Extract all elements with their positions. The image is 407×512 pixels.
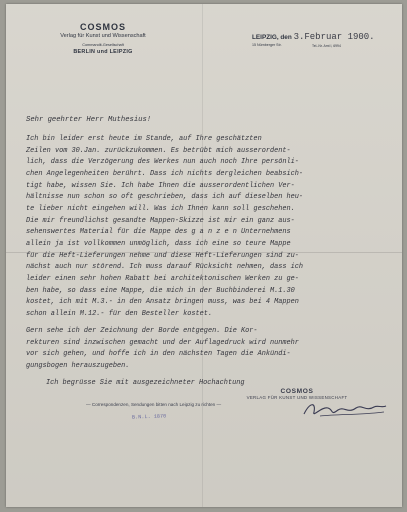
salutation: Sehr geehrter Herr Muthesius! (26, 116, 152, 124)
stamp-brand: COSMOS (280, 388, 314, 395)
date-value: 3.Februar 1900. (293, 32, 375, 42)
date-line (252, 32, 392, 42)
archive-stamp: B.N.L. 1870 (131, 413, 167, 421)
paragraph-2: Gern sehe ich der Zeichnung der Borde entgegen. Die Kor- rekturen sind inzwischen gemacht und der Auflagedruck wird nunmehr vor sich gehen, und hoffe ich in den nächsten Tagen die Ankündi- gungsbogen herauszugeben. (26, 327, 299, 370)
paragraph-1: Ich bin leider erst heute im Stande, auf Ihre geschätzten Zeilen vom 30.Jan. zurückzukommen. Es betrübt mich ausserordent- lich, dass die Verzögerung des Werkes nun auch noch Ihre persönli- chen Angelegenheiten berührt. Dass ich nichts dergleichen beabsich- tigt habe, wissen Sie. Ich habe Ihnen die ausserordentlichen Ver- hältnisse nun schon so oft geschrieben, dass ich auf dieselben heu- te lieber nicht eingehen will. Was ich Ihnen kann soll geschehen. Die mir freundlichst gesandte Mappen-Skizze ist mir ein ganz aus- sehenswertes Material für die Mappe des g a n z e n Unternehmens allein ja ist vollkommen unmöglich, dass ich eine so teure Mappe für die Heft-Lieferungen nehme und diese Heft-Lieferungen sind zu- nächst auch nur störend. Ich muss darauf Rücksicht nehmen, dass ich leider einen sehr hohen Rabatt bei architektonischen Werken zu ge- ben habe, so dass eine Mappe, die mich in der Buchbinderei M.1.30 kostet, ich mit M.3.- in den Ansatz bringen muss, was bei 4 Mappen schon allein M.12.- für den Besteller kostet. (26, 135, 304, 318)
brand-name: COSMOS (79, 22, 126, 32)
footer-note: — Correspondenzen, Sendungen bitten nach Leipzig zu richten — (86, 402, 222, 407)
address-line: 15 Nürnberger Str. (252, 43, 282, 47)
stamp-line: VERLAG FÜR KUNST UND WISSENSCHAFT (246, 395, 348, 400)
date-block (252, 32, 392, 47)
company-type: Commandit-Gesellschaft (82, 43, 124, 47)
city-line: BERLIN und LEIPZIG (73, 49, 133, 55)
handwritten-signature (300, 398, 390, 420)
letterhead (28, 22, 178, 55)
publisher-line: Verlag für Kunst und Wissenschaft (60, 33, 146, 39)
closing-line: Ich begrüsse Sie mit ausgezeichneter Hochachtung (46, 379, 245, 387)
phone-line: Tel.-Nr. Amt I, 6994 (312, 44, 341, 48)
date-label: LEIPZIG, den (252, 34, 292, 41)
